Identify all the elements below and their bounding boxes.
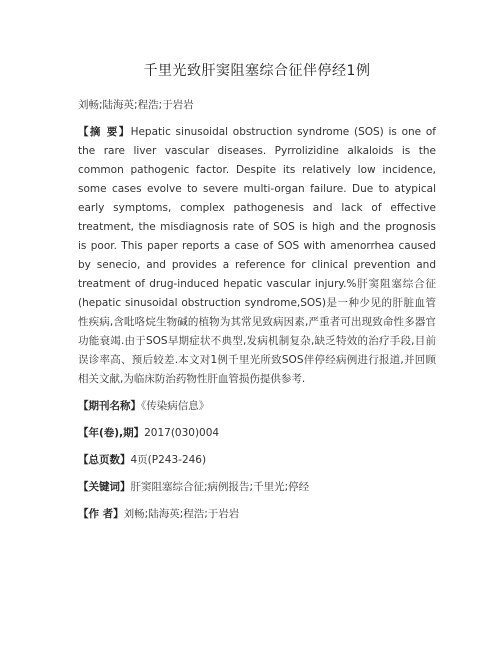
field-value: 《传染病信息》 <box>141 400 210 412</box>
field-value: 肝窦阻塞综合征;病例报告;千里光;停经 <box>130 481 310 493</box>
field-label: 【总页数】 <box>78 454 131 466</box>
field-label: 【作 者】 <box>78 508 124 520</box>
abstract-section <box>78 123 436 389</box>
field-label: 【期刊名称】 <box>78 400 141 412</box>
author-field <box>78 507 436 521</box>
abstract-label: 【摘 要】 <box>78 126 131 138</box>
journal-name-field <box>78 399 436 413</box>
field-label: 【关键词】 <box>78 481 131 493</box>
document-title: 千里光致肝窦阻塞综合征伴停经1例 <box>143 63 371 79</box>
abstract-text: Hepatic sinusoidal obstruction syndrome (SOS) is one of the rare liver vascular diseases. Pyrrolizidine alkaloids is the common pathogenic factor. Despite its relatively low incidence, some cases evolve to severe multi-organ failure. Due to atypical early symptoms, complex pathogenesis and lack of effective treatment, the misdiagnosis rate of SOS is high and the prognosis is poor. This paper reports a case of SOS with amenorrhea caused by senecio, and provides a reference for clinical prevention and treatment of drug-induced hepatic vascular injury.%肝窦阻塞综合征(hepatic sinusoidal obstruction syndrome,SOS)是一种少见的肝脏血管性疾病,含吡咯烷生物碱的植物为其常见致病因素,严重者可出现致命性多器官功能衰竭.由于SOS早期症状不典型,发病机制复杂,缺乏特效的治疗手段,目前误诊率高、预后较差.本文对1例千里光所致SOS伴停经病例进行报道,并回顾相关文献,为临床防治药物性肝血管损伤提供参考. <box>78 126 436 385</box>
author-list: 刘畅;陆海英;程浩;于岩岩 <box>78 99 194 111</box>
field-value: 2017(030)004 <box>144 427 220 439</box>
field-value: 4页(P243-246) <box>130 454 207 466</box>
field-value: 刘畅;陆海英;程浩;于岩岩 <box>123 508 240 520</box>
field-label: 【年(卷),期】 <box>78 427 145 439</box>
year-volume-issue-field <box>78 426 436 440</box>
keywords-field <box>78 480 436 494</box>
page-count-field <box>78 453 436 467</box>
